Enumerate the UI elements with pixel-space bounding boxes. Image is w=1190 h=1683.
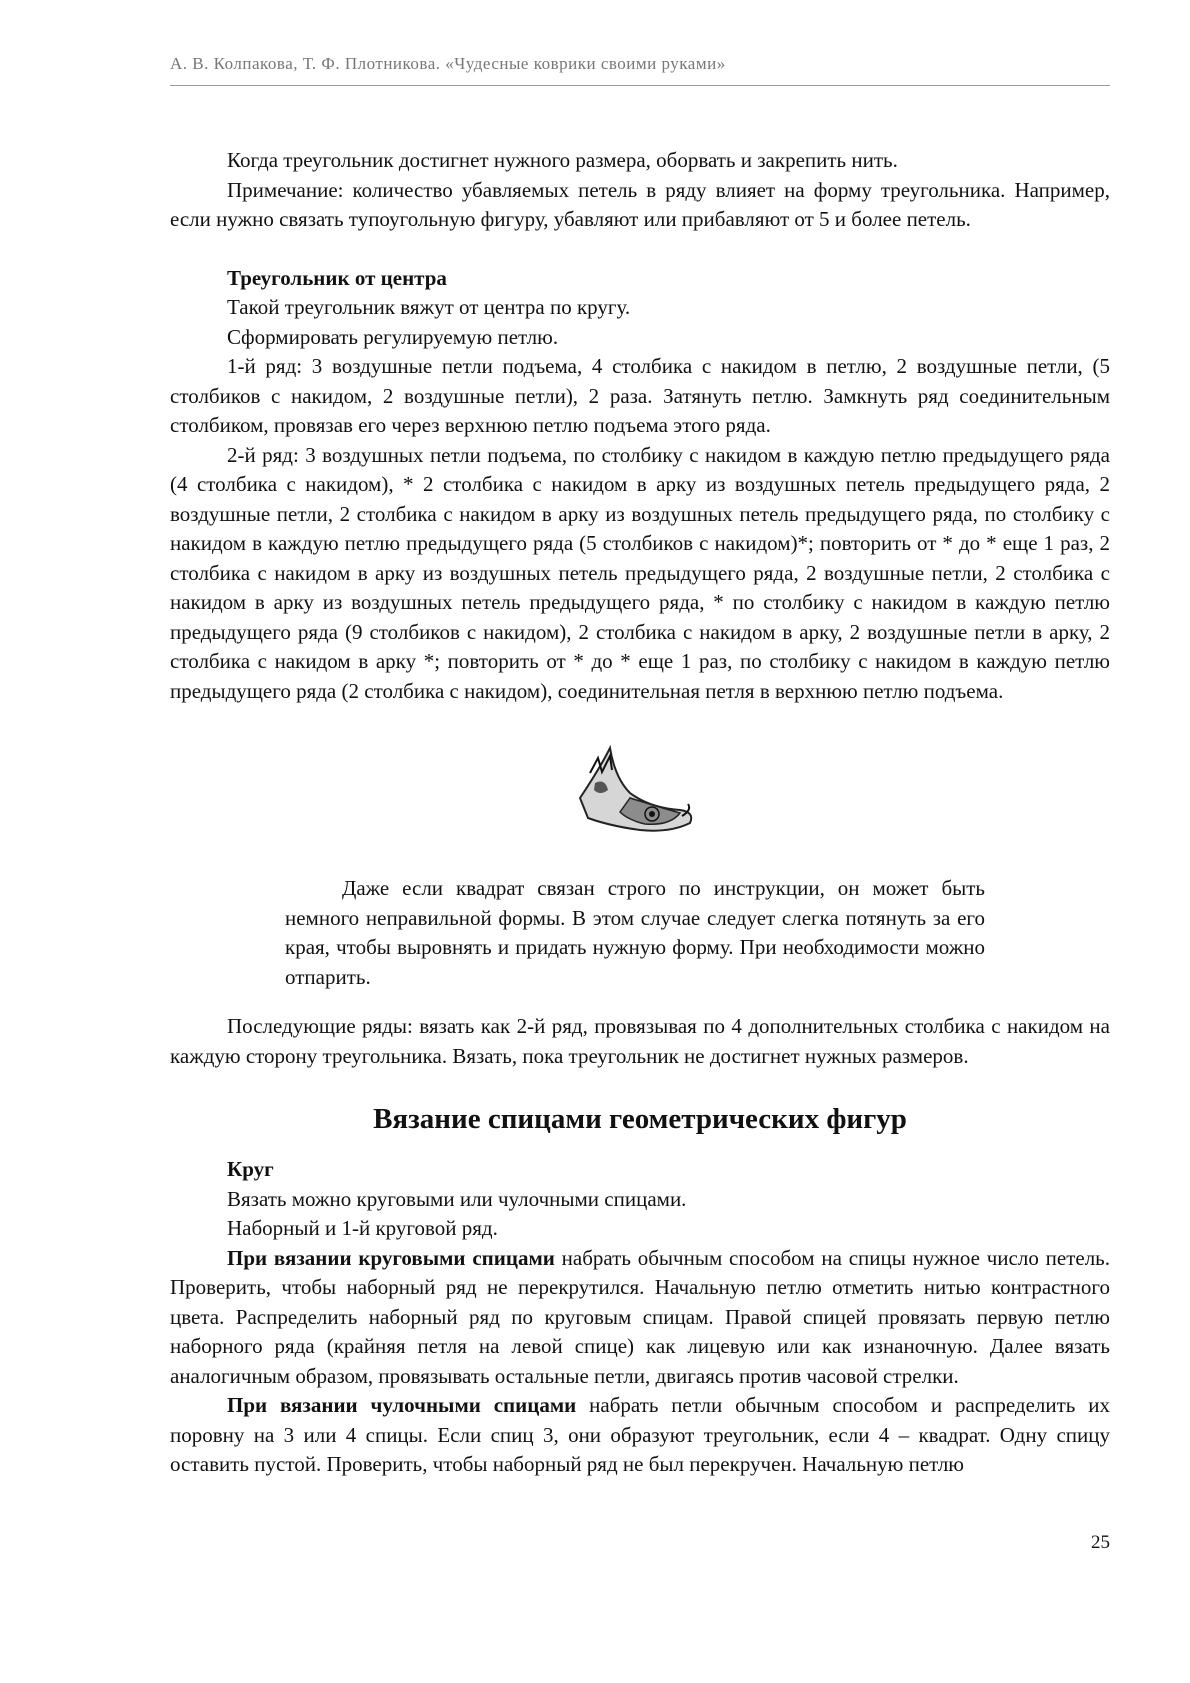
paragraph: Сформировать регулируемую петлю.	[227, 324, 559, 349]
ornament	[170, 738, 1110, 848]
paragraph-text: набрать петли обычным способом и распределить их поровну на 3 или 4 спицы. Если спиц 3, они образуют треугольник, если 4 – квадрат. Одну спицу оставить пустой. Проверить, чтобы наборный ряд не был перекручен. Начальную петлю	[170, 1393, 1110, 1476]
paragraph-circular	[170, 1244, 1110, 1392]
paragraph-text: набрать обычным способом на спицы нужное число петель. Проверить, чтобы наборный ряд не перекрутился. Начальную петлю отметить нитью контрастного цвета. Распределить наборный ряд по круговым спицам. Правой спицей провязать первую петлю наборного ряда (крайняя петля на левой спице) как лицевую или как изнаночную. Далее вязать аналогичным образом, провязывать остальные петли, двигаясь против часовой стрелки.	[170, 1245, 1111, 1388]
paragraph: Наборный и 1-й круговой ряд.	[227, 1216, 498, 1240]
paragraph: Когда треугольник достигнет нужного размера, оборвать и закрепить нить.	[227, 148, 898, 172]
paragraph: Последующие ряды: вязать как 2-й ряд, провязывая по 4 дополнительных столбика с накидом на каждую сторону треугольника. Вязать, пока треугольник не достигнет нужных размеров.	[170, 1014, 1110, 1068]
flying-carpet-icon	[570, 738, 700, 848]
section-title: Вязание спицами геометрических фигур	[373, 1103, 907, 1135]
page-number: 25	[1091, 1532, 1110, 1553]
subheading-triangle: Треугольник от центра	[227, 265, 447, 290]
note-block	[285, 874, 985, 992]
note-text: Даже если квадрат связан строго по инструкции, он может быть немного неправильной формы. В этом случае следует слегка потянуть за его края, чтобы выровнять и придать нужную форму. При необходимости можно отпарить.	[285, 876, 985, 989]
paragraph: 2-й ряд: 3 воздушных петли подъема, по столбику с накидом в каждую петлю предыдущего ряда (4 столбика с накидом), * 2 столбика с накидом в арку из воздушных петель предыдущего ряда, 2 воздушные петли, 2 столбика с накидом в арку из воздушных петель предыдущего ряда, по столбику с накидом в каждую петлю предыдущего ряда (5 столбиков с накидом)*; повторить от * до * еще 1 раз, 2 столбика с накидом в арку из воздушных петель предыдущего ряда, 2 воздушные петли, 2 столбика с накидом в арку из воздушных петель предыдущего ряда, * по столбику с накидом в каждую петлю предыдущего ряда (9 столбиков с накидом), 2 столбика с накидом в арку, 2 воздушные петли в арку, 2 столбика с накидом в арку *; повторить от * до * еще 1 раз, по столбику с накидом в каждую петлю предыдущего ряда (2 столбика с накидом), соединительная петля в верхнюю петлю подъема.	[170, 442, 1110, 703]
bold-lead: При вязании чулочными спицами	[227, 1393, 577, 1417]
paragraph: Вязать можно круговыми или чулочными спицами.	[227, 1186, 687, 1211]
paragraph: Примечание: количество убавляемых петель в ряду влияет на форму треугольника. Например, если нужно связать тупоугольную фигуру, убавляют или прибавляют от 5 и более петель.	[170, 177, 1110, 231]
paragraph-stocking	[170, 1391, 1110, 1480]
bold-lead: При вязании круговыми спицами	[227, 1245, 555, 1270]
paragraph: Такой треугольник вяжут от центра по кругу.	[227, 295, 631, 319]
paragraph: 1-й ряд: 3 воздушные петли подъема, 4 столбика с накидом в петлю, 2 воздушные петли, (5 столбиков с накидом, 2 воздушные петли), 2 раза. Затянуть петлю. Замкнуть ряд соединительным столбиком, провязав его через верхнюю петлю подъема этого ряда.	[170, 354, 1110, 437]
running-header: А. В. Колпакова, Т. Ф. Плотникова. «Чудесные коврики своими руками»	[170, 54, 1110, 86]
subheading-circle: Круг	[227, 1157, 274, 1181]
page-content	[170, 146, 1110, 1480]
